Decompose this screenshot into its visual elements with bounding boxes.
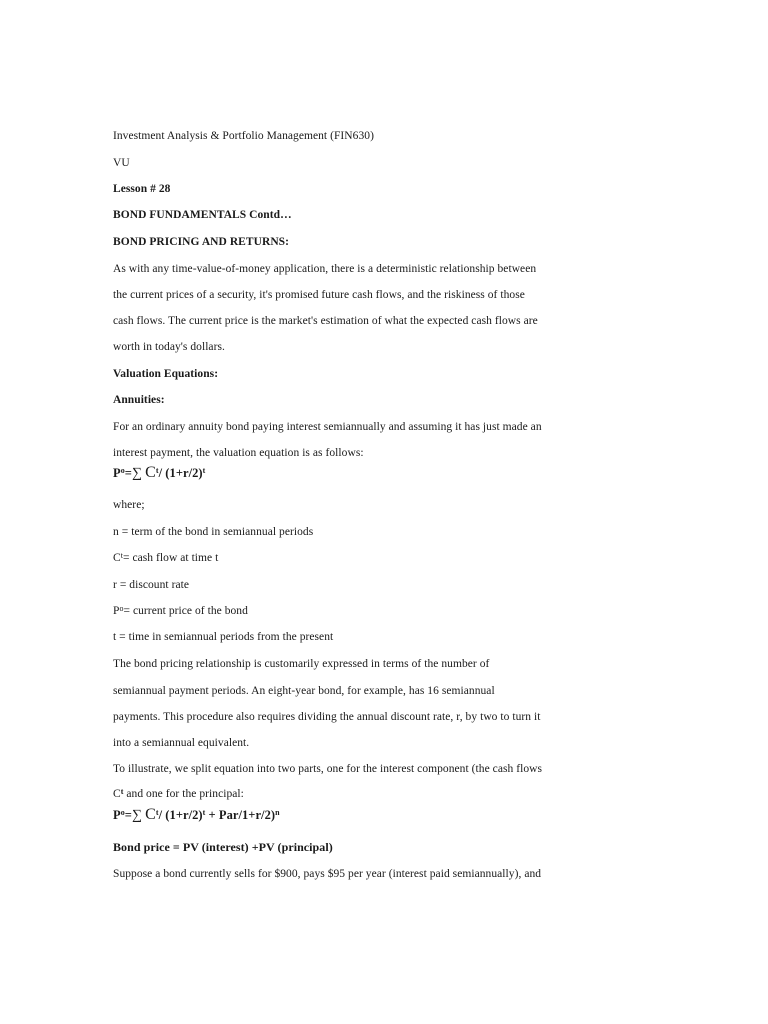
intro-line-3: cash flows. The current price is the market's estimation of what the expected cash flows are bbox=[113, 315, 538, 327]
bond-price-equation: Bond price = PV (interest) +PV (principal) bbox=[113, 840, 333, 854]
sigma-symbol-2: ∑ bbox=[131, 808, 142, 823]
lesson-number: Lesson # 28 bbox=[113, 183, 171, 195]
intro-line-1: As with any time-value-of-money application, there is a deterministic relationship between bbox=[113, 263, 537, 275]
intro-line-4: worth in today's dollars. bbox=[113, 341, 225, 353]
valuation-heading: Valuation Equations: bbox=[113, 368, 219, 380]
definition-t: t = time in semiannual periods from the present bbox=[113, 631, 334, 643]
annuities-heading: Annuities: bbox=[113, 394, 165, 406]
where-label: where; bbox=[113, 499, 145, 511]
definition-r: r = discount rate bbox=[113, 579, 190, 591]
intro-line-2: the current prices of a security, it's promised future cash flows, and the riskiness of those bbox=[113, 289, 525, 301]
definition-n: n = term of the bond in semiannual periods bbox=[113, 526, 314, 538]
ct-line: $C^t$ and one for the principal: bbox=[113, 787, 244, 800]
pricing-line-3: payments. This procedure also requires dividing the annual discount rate, r, by two to turn it bbox=[113, 711, 541, 723]
suppose-line: Suppose a bond currently sells for $900, pays $95 per year (interest paid semiannually), and bbox=[113, 868, 542, 880]
pricing-line-2: semiannual payment periods. An eight-year bond, for example, has 16 semiannual bbox=[113, 685, 495, 697]
split-equation: $P^o=\sum$ $C^t/$ $(1+r/2)^t + Par/1+r/2)^n$ bbox=[113, 806, 280, 823]
university-label: VU bbox=[113, 157, 130, 169]
course-header: Investment Analysis & Portfolio Management (FIN630) bbox=[113, 130, 374, 142]
definition-ct: $C^t=$ cash flow at time t bbox=[113, 551, 219, 564]
annuity-line-1: For an ordinary annuity bond paying interest semiannually and assuming it has just made an bbox=[113, 421, 542, 433]
chapter-title: BOND FUNDAMENTALS Contd… bbox=[113, 209, 292, 221]
definition-po: $P^o=$ current price of the bond bbox=[113, 604, 248, 617]
section-title: BOND PRICING AND RETURNS: bbox=[113, 236, 290, 248]
sigma-symbol: ∑ bbox=[131, 466, 142, 481]
pricing-line-1: The bond pricing relationship is customarily expressed in terms of the number of bbox=[113, 658, 490, 670]
valuation-equation: $P^o=\sum$ $C^t/$ $(1+r/2)^t$ bbox=[113, 464, 206, 481]
pricing-line-4: into a semiannual equivalent. bbox=[113, 737, 250, 749]
illustrate-line: To illustrate, we split equation into two parts, one for the interest component (the cash flows bbox=[113, 763, 543, 775]
annuity-line-2: interest payment, the valuation equation is as follows: bbox=[113, 447, 364, 459]
